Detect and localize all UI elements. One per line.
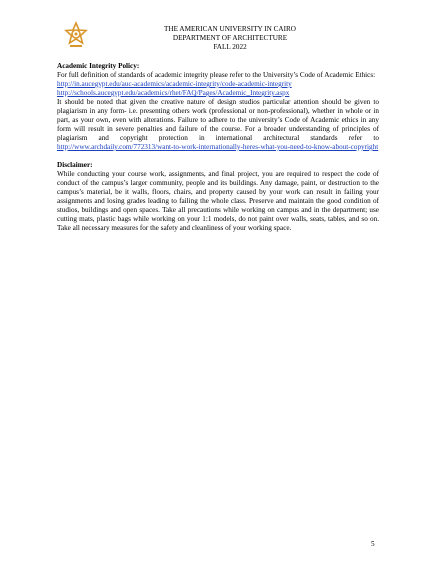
document-header <box>110 25 350 52</box>
integrity-faq-link[interactable]: http://schools.aucegypt.edu/academics/rhet/FAQ/Pages/Academic_Integrity.aspx <box>57 89 290 97</box>
integrity-intro: For full definition of standards of academic integrity please refer to the University’s Code of Academic Ethics: <box>57 71 376 79</box>
university-star-logo-icon <box>64 21 88 49</box>
header-university-name: THE AMERICAN UNIVERSITY IN CAIRO <box>164 25 296 33</box>
copyright-article-link[interactable]: http://www.archdaily.com/772313/want-to-work-internationally-heres-what-you-need-to-know-about-copyright <box>57 143 379 151</box>
header-term: FALL 2022 <box>213 43 247 51</box>
section-gap <box>57 152 379 161</box>
header-department: DEPARTMENT OF ARCHITECTURE <box>172 34 288 42</box>
integrity-heading: Academic Integrity Policy: <box>57 62 140 70</box>
integrity-body <box>57 98 379 152</box>
page-number: 5 <box>371 540 375 548</box>
document-body <box>57 62 379 233</box>
integrity-body-text: It should be noted that given the creative nature of design studios particular attention should be given to plagiarism in any form- i.e. presenting others work (professional or non-professional), whether in whole or in part, as your own, even with alterations. Failure to adhere to the university’s Code of Academic ethics in any form will result in severe penalties and failure of the course. For a broader understanding of principles of plagiarism and copyright protection in international architectural standards refer to <box>57 98 379 142</box>
disclaimer-heading: Disclaimer: <box>57 161 93 169</box>
integrity-code-link[interactable]: http://in.aucegypt.edu/auc-academics/academic-integrity/code-academic-integrity <box>57 80 292 88</box>
disclaimer-body: While conducting your course work, assignments, and final project, you are required to respect the code of conduct of the campus’s larger community, people and its buildings. Any damage, paint, or destruction to the campus’s material, be it walls, floors, chairs, and property caused by your work can result in failing your assignments and losing grades leading to failing the whole class. Preserve and maintain the good condition of studios, buildings and open spaces. Take all precautions while working on campus and in the department; use cutting mats, plastic bags while working on your 1:1 models, do not paint over walls, seats, tables, and so on. Take all necessary measures for the safety and cleanliness of your working space. <box>57 170 379 232</box>
